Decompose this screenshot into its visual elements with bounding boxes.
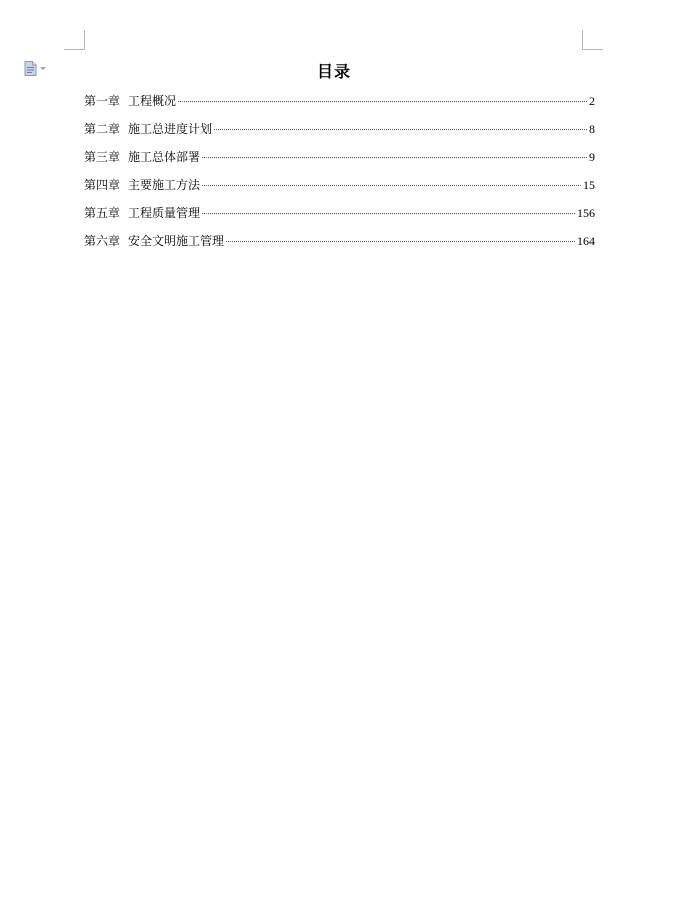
toc-heading: 施工总进度计划 xyxy=(128,122,213,136)
toc-heading: 安全文明施工管理 xyxy=(128,234,225,248)
toc-chapter-number: 第三章 xyxy=(84,150,121,164)
toc-dot-leader xyxy=(202,157,587,158)
crop-mark-top-left xyxy=(64,30,85,50)
toc-title: 目录 xyxy=(316,62,351,81)
toc-heading: 工程质量管理 xyxy=(128,206,201,220)
toc-chapter-number: 第五章 xyxy=(84,206,121,220)
toc-entry[interactable] xyxy=(84,176,595,204)
toc-dot-leader xyxy=(226,241,575,242)
toc-page-number: 2 xyxy=(589,94,595,108)
toc-page-number: 156 xyxy=(577,206,595,220)
toc-page-number: 8 xyxy=(589,122,595,136)
toc-entry[interactable] xyxy=(84,92,595,120)
toc-heading: 施工总体部署 xyxy=(128,150,201,164)
toc-page-number: 9 xyxy=(589,150,595,164)
toc-dot-leader xyxy=(214,129,587,130)
toc-chapter-number: 第一章 xyxy=(84,94,121,108)
toc-entry[interactable] xyxy=(84,148,595,176)
toc-page-number: 164 xyxy=(577,234,595,248)
table-of-contents xyxy=(84,92,595,260)
toc-entry[interactable] xyxy=(84,232,595,260)
toc-dot-leader xyxy=(202,185,581,186)
toc-page-number: 15 xyxy=(583,178,595,192)
toc-chapter-number: 第四章 xyxy=(84,178,121,192)
toc-entry[interactable] xyxy=(84,204,595,232)
toc-heading: 主要施工方法 xyxy=(128,178,201,192)
toc-heading: 工程概况 xyxy=(128,94,177,108)
toc-entry[interactable] xyxy=(84,120,595,148)
toc-chapter-number: 第二章 xyxy=(84,122,121,136)
crop-mark-top-right xyxy=(582,30,603,50)
toc-dot-leader xyxy=(202,213,575,214)
toc-dot-leader xyxy=(178,101,587,102)
toc-chapter-number: 第六章 xyxy=(84,234,121,248)
